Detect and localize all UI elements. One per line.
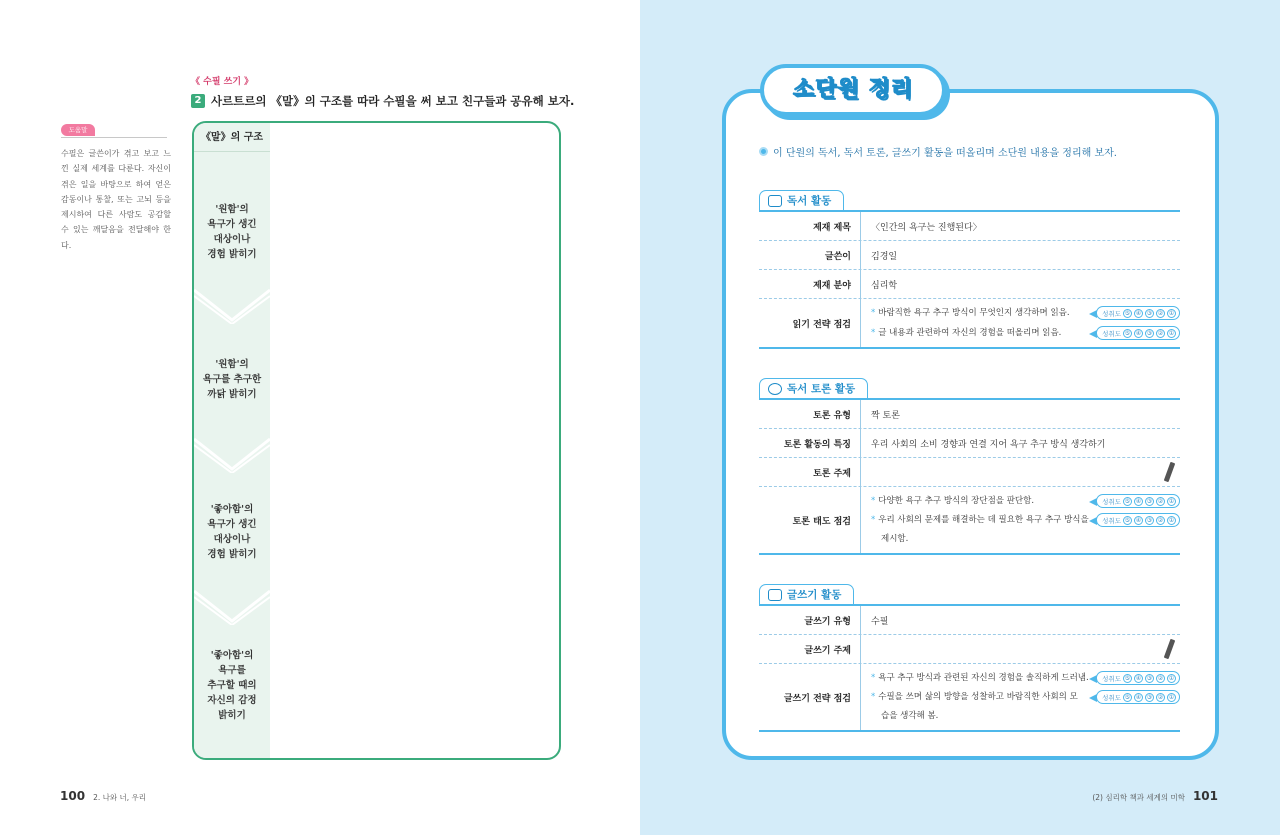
row-value: 심리학 [871, 280, 898, 291]
row-value: 우리 사회의 소비 경향과 연결 지어 욕구 추구 방식 생각하기 [871, 439, 1106, 450]
question-text: 사르트르의 《말》의 구조를 따라 수필을 써 보고 친구들과 공유해 보자. [211, 94, 575, 108]
help-divider [61, 137, 167, 138]
reading-title: 독서 활동 [787, 195, 832, 207]
discussion-row-type [759, 400, 1180, 429]
row-value: 짝 토론 [871, 410, 900, 421]
discussion-tab [759, 378, 868, 398]
writing-frame [192, 121, 561, 760]
check-item: * 다양한 욕구 추구 방식의 장단점을 판단함. [871, 496, 1035, 506]
footer-left [60, 789, 146, 803]
check-item: * 글 내용과 관련하여 자신의 경험을 떠올리며 읽음. [871, 328, 1062, 338]
page-number-right: 101 [1192, 789, 1218, 803]
discussion-bottom-line [759, 553, 1180, 555]
frame-cell-line: 추구할 때의 [207, 680, 257, 691]
frame-cell-line: '좋아함'의 [210, 504, 254, 515]
frame-cell-line: 대상이나 [213, 234, 251, 245]
frame-cell-1 [194, 202, 270, 262]
rating-mark[interactable]: ① [1168, 674, 1175, 682]
frame-cell-line: 욕구를 [218, 665, 246, 676]
row-value: 〈인간의 욕구는 진행된다〉 [871, 222, 982, 233]
question-row [191, 93, 574, 109]
row-value: 수필 [871, 616, 889, 627]
rating-label: 성취도 [1102, 497, 1121, 506]
frame-cell-line: '원함'의 [215, 359, 249, 370]
row-divider [860, 400, 861, 428]
footer-right [1092, 789, 1218, 803]
speech-bubble-icon [768, 383, 782, 395]
discussion-row-feature [759, 429, 1180, 458]
rating-mark[interactable]: ① [1168, 516, 1175, 524]
frame-cell-line: 경험 밝히기 [207, 249, 257, 260]
summary-instruction [759, 144, 1117, 159]
chevron-divider-icon [194, 288, 270, 324]
rating-mark[interactable]: ⑤ [1124, 497, 1131, 505]
rating-widget[interactable] [1096, 671, 1180, 685]
frame-cell-3 [194, 502, 270, 562]
footer-left-text: 2. 나와 너, 우리 [93, 793, 146, 802]
rating-mark[interactable]: ① [1168, 309, 1175, 317]
row-divider [860, 606, 861, 634]
row-label: 토론 유형 [813, 410, 851, 421]
check-text: 우리 사회의 문제를 해결하는 데 필요한 욕구 추구 방식을 [878, 515, 1089, 525]
pencil-icon [1164, 639, 1176, 660]
rating-mark[interactable]: ⑤ [1124, 693, 1131, 701]
rating-label: 성취도 [1102, 516, 1121, 525]
reading-row-strategy [759, 299, 1180, 347]
rating-mark[interactable]: ④ [1135, 329, 1142, 337]
row-label: 토론 활동의 특징 [783, 439, 851, 450]
rating-widget[interactable] [1096, 513, 1180, 527]
frame-cell-line: 욕구를 추구한 [202, 374, 262, 385]
summary-title: 소단원 정리 [793, 77, 913, 102]
rating-mark[interactable]: ④ [1135, 497, 1142, 505]
row-value: 김경일 [871, 251, 898, 262]
rating-label: 성취도 [1102, 693, 1121, 702]
rating-label: 성취도 [1102, 309, 1121, 318]
rating-mark[interactable]: ② [1157, 329, 1164, 337]
check-item-continued: 제시함. [881, 534, 909, 544]
row-label: 제재 제목 [813, 222, 851, 233]
rating-label: 성취도 [1102, 674, 1121, 683]
rating-mark[interactable]: ⑤ [1124, 674, 1131, 682]
rating-widget[interactable] [1096, 690, 1180, 704]
rating-mark[interactable]: ② [1157, 693, 1164, 701]
row-divider [860, 270, 861, 298]
row-divider [860, 429, 861, 457]
frame-cell-line: '좋아함'의 [210, 650, 254, 661]
page-number-left: 100 [60, 789, 86, 803]
reading-row-author [759, 241, 1180, 270]
row-label: 글쓰기 주제 [804, 645, 851, 656]
frame-cell-line: 욕구가 생긴 [207, 219, 257, 230]
check-text: 바람직한 욕구 추구 방식이 무엇인지 생각하며 읽음. [878, 308, 1070, 318]
book-icon [768, 195, 782, 207]
summary-title-badge [760, 64, 946, 116]
rating-mark[interactable]: ④ [1135, 693, 1142, 701]
writing-tab [759, 584, 854, 604]
discussion-row-attitude [759, 487, 1180, 553]
rating-widget[interactable] [1096, 326, 1180, 340]
rating-mark[interactable]: ② [1157, 674, 1164, 682]
reading-bottom-line [759, 347, 1180, 349]
rating-mark[interactable]: ④ [1135, 674, 1142, 682]
frame-cell-line: 까닭 밝히기 [207, 389, 257, 400]
row-label: 제재 분야 [813, 280, 851, 291]
row-divider [860, 664, 861, 730]
discussion-title: 독서 토론 활동 [787, 383, 856, 395]
frame-cell-line: 대상이나 [213, 534, 251, 545]
check-item: * 바람직한 욕구 추구 방식이 무엇인지 생각하며 읽음. [871, 308, 1070, 318]
frame-cell-line: 욕구가 생긴 [207, 519, 257, 530]
writing-row-type [759, 606, 1180, 635]
rating-mark[interactable]: ③ [1146, 329, 1153, 337]
check-item: * 욕구 추구 방식과 관련된 자신의 경험을 솔직하게 드러냄. [871, 673, 1089, 683]
frame-header: 《말》의 구조 [194, 123, 270, 152]
rating-mark[interactable]: ⑤ [1124, 516, 1131, 524]
frame-cell-line: 밝히기 [218, 710, 246, 721]
writing-row-topic [759, 635, 1180, 664]
frame-cell-line: 경험 밝히기 [207, 549, 257, 560]
question-number: 2 [191, 94, 205, 108]
rating-label: 성취도 [1102, 329, 1121, 338]
frame-cell-line: 자신의 감정 [207, 695, 257, 706]
check-item: * 수필을 쓰며 삶의 방향을 성찰하고 바람직한 사회의 모 [871, 692, 1078, 702]
rating-mark[interactable]: ① [1168, 693, 1175, 701]
help-text: 수필은 글쓴이가 겪고 보고 느낀 실제 세계를 다룬다. 자신이 겪은 일을 바탕으로 하여 얻은 감동이나 통찰, 또는 고뇌 등을 제시하여 다른 사람도 공감할 수 있는 깨달음을 전달해야 한다. [61, 149, 171, 250]
rating-mark[interactable]: ③ [1146, 309, 1153, 317]
check-text: 수필을 쓰며 삶의 방향을 성찰하고 바람직한 사회의 모 [878, 692, 1078, 702]
reading-row-title [759, 212, 1180, 241]
rating-mark[interactable]: ② [1157, 516, 1164, 524]
row-label: 토론 주제 [813, 468, 851, 479]
rating-mark[interactable]: ② [1157, 309, 1164, 317]
row-divider [860, 487, 861, 553]
discussion-row-topic [759, 458, 1180, 487]
writing-bottom-line [759, 730, 1180, 732]
row-label: 글쓴이 [824, 251, 851, 262]
rating-mark[interactable]: ③ [1146, 497, 1153, 505]
rating-mark[interactable]: ① [1168, 497, 1175, 505]
check-text: 글 내용과 관련하여 자신의 경험을 떠올리며 읽음. [878, 328, 1062, 338]
check-item-continued: 습을 생각해 봄. [881, 711, 939, 721]
reading-row-field [759, 270, 1180, 299]
frame-cell-4 [194, 648, 270, 723]
rating-widget[interactable] [1096, 494, 1180, 508]
rating-mark[interactable]: ③ [1146, 674, 1153, 682]
row-label: 토론 태도 점검 [792, 516, 851, 527]
row-label: 글쓰기 유형 [804, 616, 851, 627]
rating-mark[interactable]: ② [1157, 497, 1164, 505]
reading-tab [759, 190, 844, 210]
check-item: * 우리 사회의 문제를 해결하는 데 필요한 욕구 추구 방식을 [871, 515, 1089, 525]
frame-cell-line: '원함'의 [215, 204, 249, 215]
section-tag: 《 수필 쓰기 》 [191, 77, 254, 87]
row-divider [860, 241, 861, 269]
row-divider [860, 212, 861, 240]
row-divider [860, 458, 861, 486]
rating-widget[interactable] [1096, 306, 1180, 320]
help-tag: 도움말 [61, 124, 95, 136]
row-label: 읽기 전략 점검 [792, 319, 851, 330]
rating-mark[interactable]: ⑤ [1124, 329, 1131, 337]
frame-cell-2 [194, 357, 270, 402]
check-text: 욕구 추구 방식과 관련된 자신의 경험을 솔직하게 드러냄. [878, 673, 1089, 683]
rating-mark[interactable]: ③ [1146, 693, 1153, 701]
rating-mark[interactable]: ③ [1146, 516, 1153, 524]
row-divider [860, 635, 861, 663]
rating-mark[interactable]: ④ [1135, 516, 1142, 524]
chevron-divider-icon [194, 437, 270, 473]
rating-mark[interactable]: ⑤ [1124, 309, 1131, 317]
instruction-text: 이 단원의 독서, 독서 토론, 글쓰기 활동을 떠올리며 소단원 내용을 정리해 보자. [773, 148, 1117, 159]
footer-right-text: (2) 심리학 책과 세계의 미학 [1092, 793, 1185, 802]
row-divider [860, 299, 861, 347]
writing-title: 글쓰기 활동 [787, 589, 842, 601]
writing-row-strategy [759, 664, 1180, 730]
bullet-icon [759, 147, 768, 156]
row-label: 글쓰기 전략 점검 [783, 693, 851, 704]
rating-mark[interactable]: ① [1168, 329, 1175, 337]
check-text: 다양한 욕구 추구 방식의 장단점을 판단함. [878, 496, 1035, 506]
chevron-divider-icon [194, 589, 270, 625]
pencil-icon [1164, 462, 1176, 483]
pen-icon [768, 589, 782, 601]
rating-mark[interactable]: ④ [1135, 309, 1142, 317]
